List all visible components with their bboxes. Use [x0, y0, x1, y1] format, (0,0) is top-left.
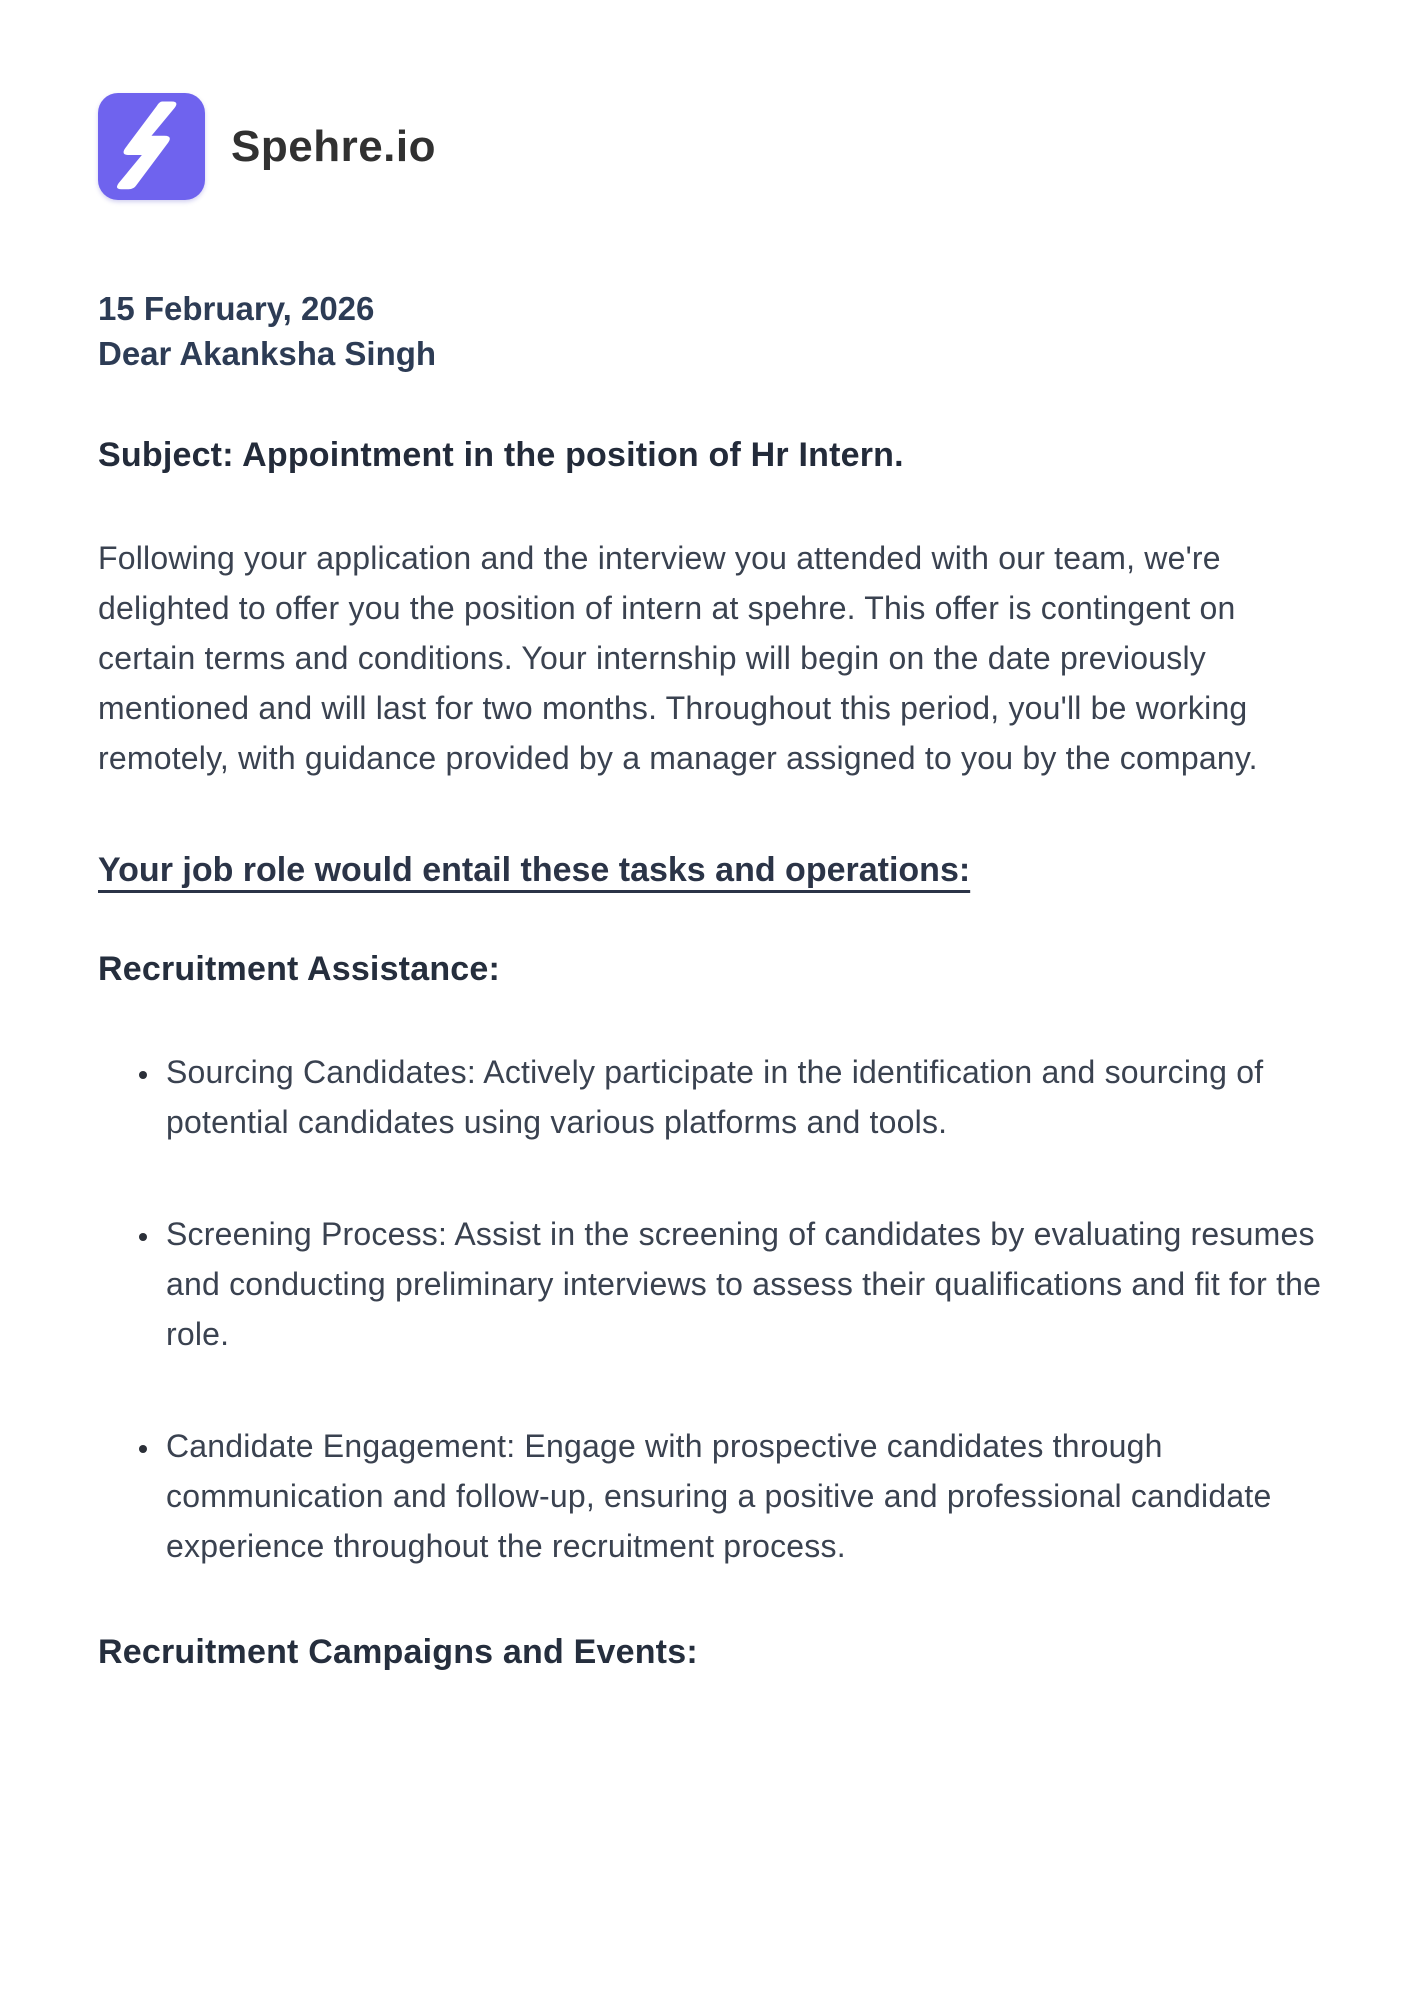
brand-name: Spehre.io — [231, 121, 436, 171]
spehre-logo-icon — [98, 93, 205, 200]
list-item: • Screening Process: Assist in the screening of candidates by evaluating resumes and conducting preliminary interviews to assess their qualifications and fit for the role. — [162, 1209, 1330, 1359]
intro-paragraph: Following your application and the interview you attended with our team, we're delighted to offer you the position of intern at spehre. This offer is contingent on certain terms and conditions. Your internship will begin on the date previously mentioned and will last for two months. Throughout this period, you'll be working remotely, with guidance provided by a manager assigned to you by the company. — [98, 540, 1258, 776]
list-item: • Sourcing Candidates: Actively participate in the identification and sourcing of potential candidates using various platforms and tools. — [162, 1047, 1330, 1147]
brand-header — [98, 93, 1330, 200]
subject-line: Subject: Appointment in the position of Hr Intern. — [98, 436, 904, 474]
section-title-recruitment-campaigns: Recruitment Campaigns and Events: — [98, 1633, 698, 1671]
letter-date: 15 February, 2026 — [98, 290, 375, 327]
section-title-recruitment-assistance: Recruitment Assistance: — [98, 950, 501, 988]
list-item: • Candidate Engagement: Engage with prospective candidates through communication and follow-up, ensuring a positive and professional candidate experience throughout the recruitment process. — [162, 1421, 1330, 1571]
task-list — [98, 1047, 1330, 1571]
date-greeting-block — [98, 286, 1330, 376]
tasks-heading: Your job role would entail these tasks and operations: — [98, 851, 971, 889]
letter-greeting: Dear Akanksha Singh — [98, 335, 437, 372]
